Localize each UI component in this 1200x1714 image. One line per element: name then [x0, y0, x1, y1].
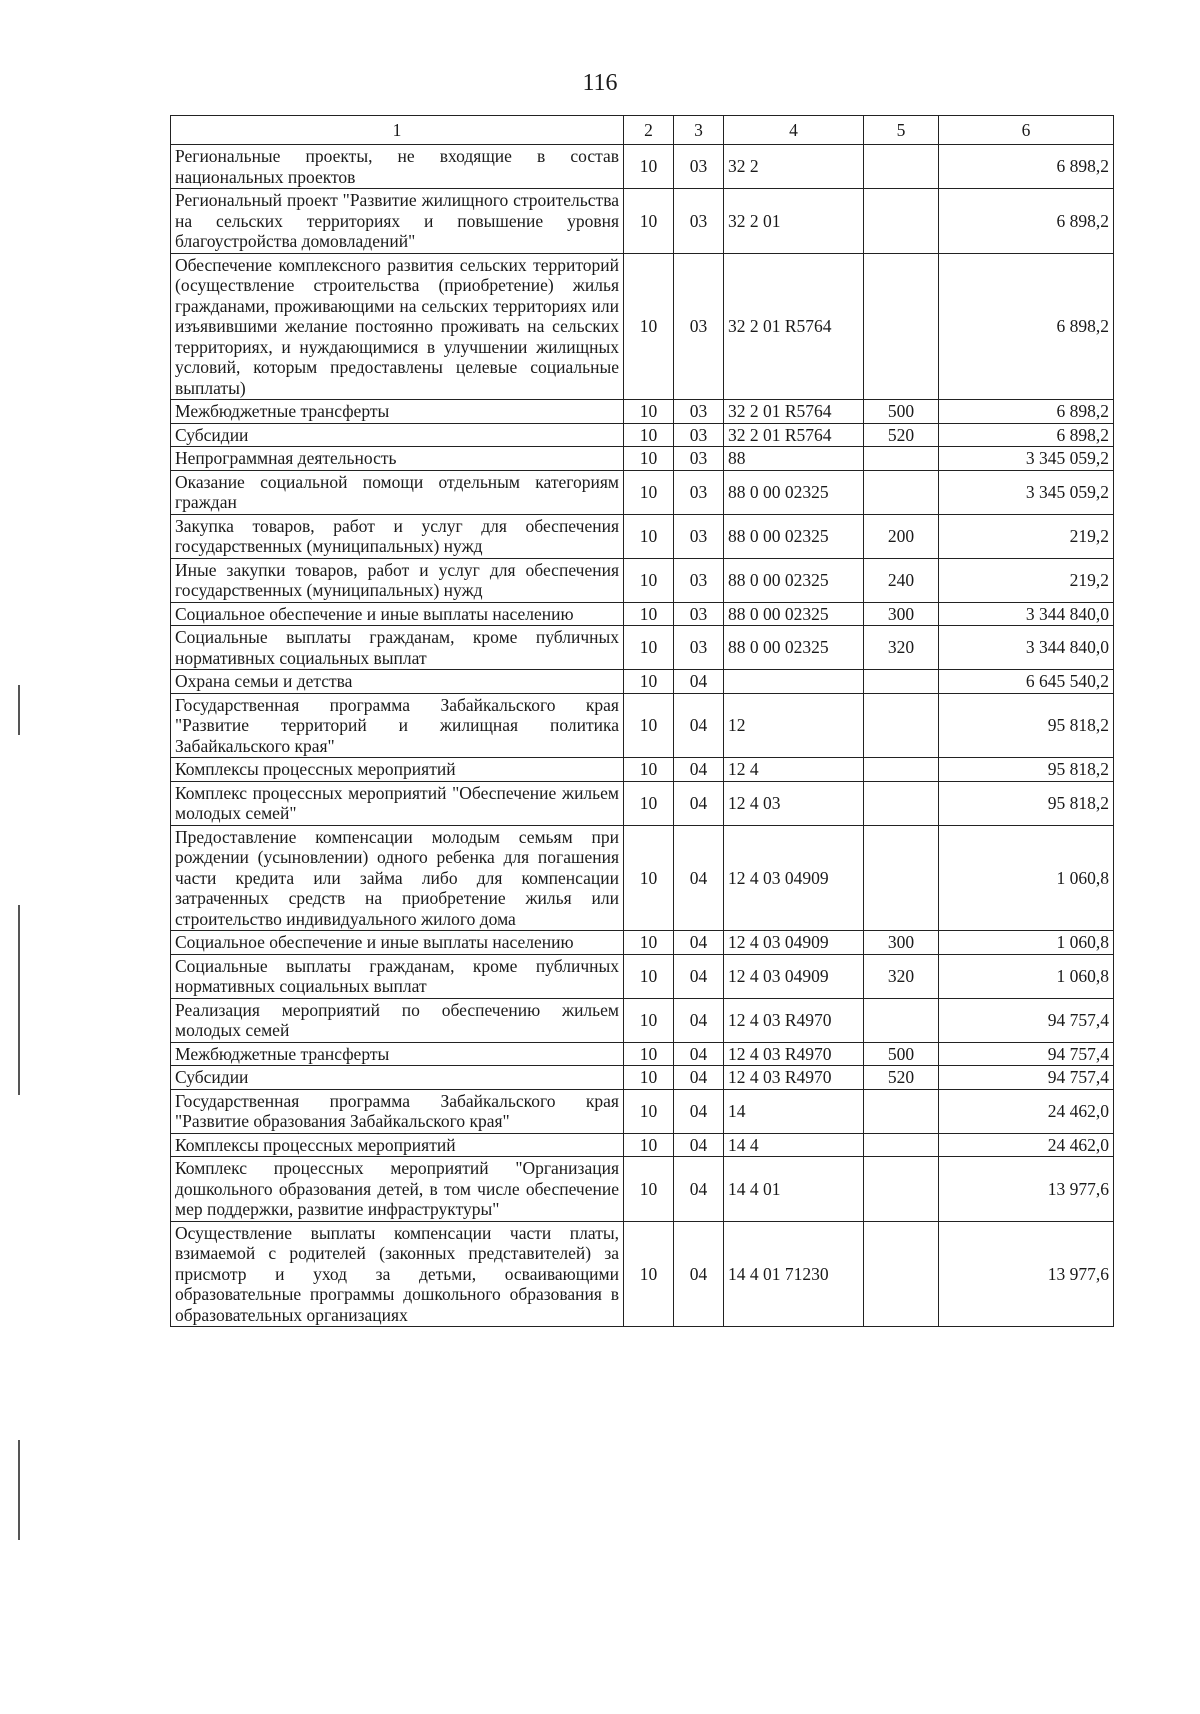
expense-type-code-cell: 500	[864, 400, 939, 424]
table-row	[171, 1221, 1114, 1327]
section-code-cell: 10	[624, 253, 674, 400]
subsection-code-cell: 04	[674, 1157, 724, 1222]
section-code-cell: 10	[624, 1089, 674, 1133]
target-article-code-cell: 32 2 01 R5764	[724, 400, 864, 424]
row-name-cell: Социальное обеспечение и иные выплаты населению	[171, 602, 624, 626]
section-code-cell: 10	[624, 626, 674, 670]
target-article-code-cell: 32 2 01	[724, 189, 864, 254]
table-row	[171, 781, 1114, 825]
row-name-cell: Предоставление компенсации молодым семьям при рождении (усыновлении) одного ребенка для погашения части кредита или займа либо для компенсации затраченных средств на приобретение жилья или строительство индивидуального жилого дома	[171, 825, 624, 931]
section-code-cell: 10	[624, 670, 674, 694]
subsection-code-cell: 03	[674, 602, 724, 626]
expense-type-code-cell	[864, 1133, 939, 1157]
target-article-code-cell: 88 0 00 02325	[724, 626, 864, 670]
subsection-code-cell: 03	[674, 253, 724, 400]
section-code-cell: 10	[624, 145, 674, 189]
table-row	[171, 558, 1114, 602]
amount-cell: 94 757,4	[939, 1042, 1114, 1066]
row-name-cell: Социальные выплаты гражданам, кроме публичных нормативных социальных выплат	[171, 626, 624, 670]
amount-cell: 6 898,2	[939, 400, 1114, 424]
table-row	[171, 998, 1114, 1042]
subsection-code-cell: 04	[674, 1133, 724, 1157]
subsection-code-cell: 04	[674, 954, 724, 998]
row-name-cell: Субсидии	[171, 423, 624, 447]
subsection-code-cell: 03	[674, 423, 724, 447]
table-row	[171, 758, 1114, 782]
subsection-code-cell: 03	[674, 470, 724, 514]
expense-type-code-cell: 320	[864, 626, 939, 670]
amount-cell: 13 977,6	[939, 1157, 1114, 1222]
target-article-code-cell: 12 4 03 R4970	[724, 1066, 864, 1090]
expense-type-code-cell	[864, 758, 939, 782]
target-article-code-cell: 12 4	[724, 758, 864, 782]
table-row	[171, 626, 1114, 670]
table-row	[171, 400, 1114, 424]
amount-cell: 94 757,4	[939, 1066, 1114, 1090]
target-article-code-cell: 88 0 00 02325	[724, 514, 864, 558]
table-row	[171, 670, 1114, 694]
section-code-cell: 10	[624, 447, 674, 471]
table-row	[171, 1157, 1114, 1222]
row-name-cell: Оказание социальной помощи отдельным категориям граждан	[171, 470, 624, 514]
subsection-code-cell: 03	[674, 558, 724, 602]
expense-type-code-cell	[864, 670, 939, 694]
section-code-cell: 10	[624, 954, 674, 998]
row-name-cell: Региональные проекты, не входящие в состав национальных проектов	[171, 145, 624, 189]
table-row	[171, 1089, 1114, 1133]
header-cell-1: 1	[171, 116, 624, 145]
amount-cell: 3 345 059,2	[939, 447, 1114, 471]
expense-type-code-cell	[864, 189, 939, 254]
budget-table-container	[170, 115, 1113, 1327]
section-code-cell: 10	[624, 558, 674, 602]
target-article-code-cell: 88 0 00 02325	[724, 558, 864, 602]
section-code-cell: 10	[624, 998, 674, 1042]
row-name-cell: Межбюджетные трансферты	[171, 400, 624, 424]
amount-cell: 1 060,8	[939, 954, 1114, 998]
expense-type-code-cell: 500	[864, 1042, 939, 1066]
row-name-cell: Закупка товаров, работ и услуг для обеспечения государственных (муниципальных) нужд	[171, 514, 624, 558]
table-row	[171, 423, 1114, 447]
subsection-code-cell: 04	[674, 758, 724, 782]
expense-type-code-cell	[864, 693, 939, 758]
table-row	[171, 1133, 1114, 1157]
subsection-code-cell: 03	[674, 400, 724, 424]
target-article-code-cell: 32 2	[724, 145, 864, 189]
subsection-code-cell: 03	[674, 447, 724, 471]
table-row	[171, 253, 1114, 400]
table-body	[171, 145, 1114, 1327]
expense-type-code-cell: 520	[864, 1066, 939, 1090]
scan-mark	[18, 905, 20, 1095]
table-row	[171, 447, 1114, 471]
row-name-cell: Комплекс процессных мероприятий "Организация дошкольного образования детей, в том числе обеспечение мер поддержки, развитие инфраструктуры"	[171, 1157, 624, 1222]
row-name-cell: Социальные выплаты гражданам, кроме публичных нормативных социальных выплат	[171, 954, 624, 998]
target-article-code-cell: 12 4 03 04909	[724, 931, 864, 955]
expense-type-code-cell: 320	[864, 954, 939, 998]
table-row	[171, 470, 1114, 514]
section-code-cell: 10	[624, 602, 674, 626]
amount-cell: 3 345 059,2	[939, 470, 1114, 514]
target-article-code-cell: 12 4 03	[724, 781, 864, 825]
header-cell-5: 5	[864, 116, 939, 145]
row-name-cell: Комплексы процессных мероприятий	[171, 1133, 624, 1157]
amount-cell: 95 818,2	[939, 693, 1114, 758]
table-row	[171, 825, 1114, 931]
expense-type-code-cell	[864, 1157, 939, 1222]
row-name-cell: Реализация мероприятий по обеспечению жильем молодых семей	[171, 998, 624, 1042]
amount-cell: 3 344 840,0	[939, 602, 1114, 626]
row-name-cell: Обеспечение комплексного развития сельских территорий (осуществление строительства (приобретение) жилья гражданами, проживающими на сельских территориях или изъявившими желание постоянно проживать на сельских территориях, и нуждающимися в улучшении жилищных условий, которым предоставлены целевые социальные выплаты)	[171, 253, 624, 400]
row-name-cell: Комплекс процессных мероприятий "Обеспечение жильем молодых семей"	[171, 781, 624, 825]
amount-cell: 219,2	[939, 514, 1114, 558]
row-name-cell: Комплексы процессных мероприятий	[171, 758, 624, 782]
table-row	[171, 602, 1114, 626]
section-code-cell: 10	[624, 1133, 674, 1157]
amount-cell: 3 344 840,0	[939, 626, 1114, 670]
section-code-cell: 10	[624, 189, 674, 254]
expense-type-code-cell	[864, 998, 939, 1042]
amount-cell: 6 898,2	[939, 423, 1114, 447]
expense-type-code-cell: 300	[864, 931, 939, 955]
target-article-code-cell: 88 0 00 02325	[724, 602, 864, 626]
expense-type-code-cell	[864, 825, 939, 931]
subsection-code-cell: 04	[674, 1221, 724, 1327]
target-article-code-cell: 88 0 00 02325	[724, 470, 864, 514]
target-article-code-cell: 14	[724, 1089, 864, 1133]
table-row	[171, 954, 1114, 998]
target-article-code-cell: 32 2 01 R5764	[724, 253, 864, 400]
amount-cell: 6 898,2	[939, 189, 1114, 254]
amount-cell: 6 645 540,2	[939, 670, 1114, 694]
row-name-cell: Иные закупки товаров, работ и услуг для обеспечения государственных (муниципальных) нужд	[171, 558, 624, 602]
subsection-code-cell: 04	[674, 998, 724, 1042]
target-article-code-cell: 12 4 03 04909	[724, 954, 864, 998]
section-code-cell: 10	[624, 400, 674, 424]
section-code-cell: 10	[624, 1066, 674, 1090]
page-number: 116	[582, 70, 618, 96]
target-article-code-cell: 12 4 03 R4970	[724, 1042, 864, 1066]
row-name-cell: Осуществление выплаты компенсации части платы, взимаемой с родителей (законных представителей) за присмотр и уход за детьми, осваивающими образовательные программы дошкольного образования в образовательных организациях	[171, 1221, 624, 1327]
target-article-code-cell: 12	[724, 693, 864, 758]
table-row	[171, 1066, 1114, 1090]
expense-type-code-cell	[864, 145, 939, 189]
amount-cell: 95 818,2	[939, 758, 1114, 782]
section-code-cell: 10	[624, 693, 674, 758]
amount-cell: 6 898,2	[939, 253, 1114, 400]
subsection-code-cell: 03	[674, 514, 724, 558]
budget-table	[170, 115, 1114, 1327]
subsection-code-cell: 04	[674, 1042, 724, 1066]
subsection-code-cell: 03	[674, 189, 724, 254]
row-name-cell: Государственная программа Забайкальского края "Развитие территорий и жилищная политика Забайкальского края"	[171, 693, 624, 758]
table-row	[171, 1042, 1114, 1066]
expense-type-code-cell: 300	[864, 602, 939, 626]
expense-type-code-cell: 520	[864, 423, 939, 447]
row-name-cell: Непрограммная деятельность	[171, 447, 624, 471]
row-name-cell: Субсидии	[171, 1066, 624, 1090]
expense-type-code-cell: 240	[864, 558, 939, 602]
section-code-cell: 10	[624, 825, 674, 931]
row-name-cell: Региональный проект "Развитие жилищного строительства на сельских территориях и повышение уровня благоустройства домовладений"	[171, 189, 624, 254]
amount-cell: 1 060,8	[939, 825, 1114, 931]
amount-cell: 95 818,2	[939, 781, 1114, 825]
expense-type-code-cell	[864, 1221, 939, 1327]
row-name-cell: Государственная программа Забайкальского края "Развитие образования Забайкальского края"	[171, 1089, 624, 1133]
section-code-cell: 10	[624, 1157, 674, 1222]
amount-cell: 1 060,8	[939, 931, 1114, 955]
table-row	[171, 514, 1114, 558]
header-cell-3: 3	[674, 116, 724, 145]
subsection-code-cell: 03	[674, 145, 724, 189]
subsection-code-cell: 04	[674, 670, 724, 694]
section-code-cell: 10	[624, 1221, 674, 1327]
expense-type-code-cell	[864, 447, 939, 471]
row-name-cell: Межбюджетные трансферты	[171, 1042, 624, 1066]
target-article-code-cell: 32 2 01 R5764	[724, 423, 864, 447]
target-article-code-cell	[724, 670, 864, 694]
subsection-code-cell: 04	[674, 931, 724, 955]
scan-mark	[18, 1440, 20, 1540]
target-article-code-cell: 14 4	[724, 1133, 864, 1157]
section-code-cell: 10	[624, 423, 674, 447]
table-header-row	[171, 116, 1114, 145]
target-article-code-cell: 88	[724, 447, 864, 471]
amount-cell: 219,2	[939, 558, 1114, 602]
target-article-code-cell: 14 4 01 71230	[724, 1221, 864, 1327]
amount-cell: 6 898,2	[939, 145, 1114, 189]
section-code-cell: 10	[624, 758, 674, 782]
section-code-cell: 10	[624, 1042, 674, 1066]
amount-cell: 24 462,0	[939, 1133, 1114, 1157]
amount-cell: 13 977,6	[939, 1221, 1114, 1327]
amount-cell: 94 757,4	[939, 998, 1114, 1042]
expense-type-code-cell	[864, 470, 939, 514]
subsection-code-cell: 03	[674, 626, 724, 670]
target-article-code-cell: 12 4 03 04909	[724, 825, 864, 931]
section-code-cell: 10	[624, 781, 674, 825]
header-cell-2: 2	[624, 116, 674, 145]
target-article-code-cell: 12 4 03 R4970	[724, 998, 864, 1042]
expense-type-code-cell: 200	[864, 514, 939, 558]
subsection-code-cell: 04	[674, 1066, 724, 1090]
subsection-code-cell: 04	[674, 781, 724, 825]
section-code-cell: 10	[624, 931, 674, 955]
expense-type-code-cell	[864, 781, 939, 825]
target-article-code-cell: 14 4 01	[724, 1157, 864, 1222]
subsection-code-cell: 04	[674, 825, 724, 931]
table-row	[171, 931, 1114, 955]
table-row	[171, 693, 1114, 758]
scan-mark	[18, 685, 20, 735]
subsection-code-cell: 04	[674, 693, 724, 758]
expense-type-code-cell	[864, 253, 939, 400]
header-cell-4: 4	[724, 116, 864, 145]
header-cell-6: 6	[939, 116, 1114, 145]
section-code-cell: 10	[624, 514, 674, 558]
section-code-cell: 10	[624, 470, 674, 514]
row-name-cell: Социальное обеспечение и иные выплаты населению	[171, 931, 624, 955]
amount-cell: 24 462,0	[939, 1089, 1114, 1133]
table-row	[171, 189, 1114, 254]
subsection-code-cell: 04	[674, 1089, 724, 1133]
expense-type-code-cell	[864, 1089, 939, 1133]
table-row	[171, 145, 1114, 189]
row-name-cell: Охрана семьи и детства	[171, 670, 624, 694]
